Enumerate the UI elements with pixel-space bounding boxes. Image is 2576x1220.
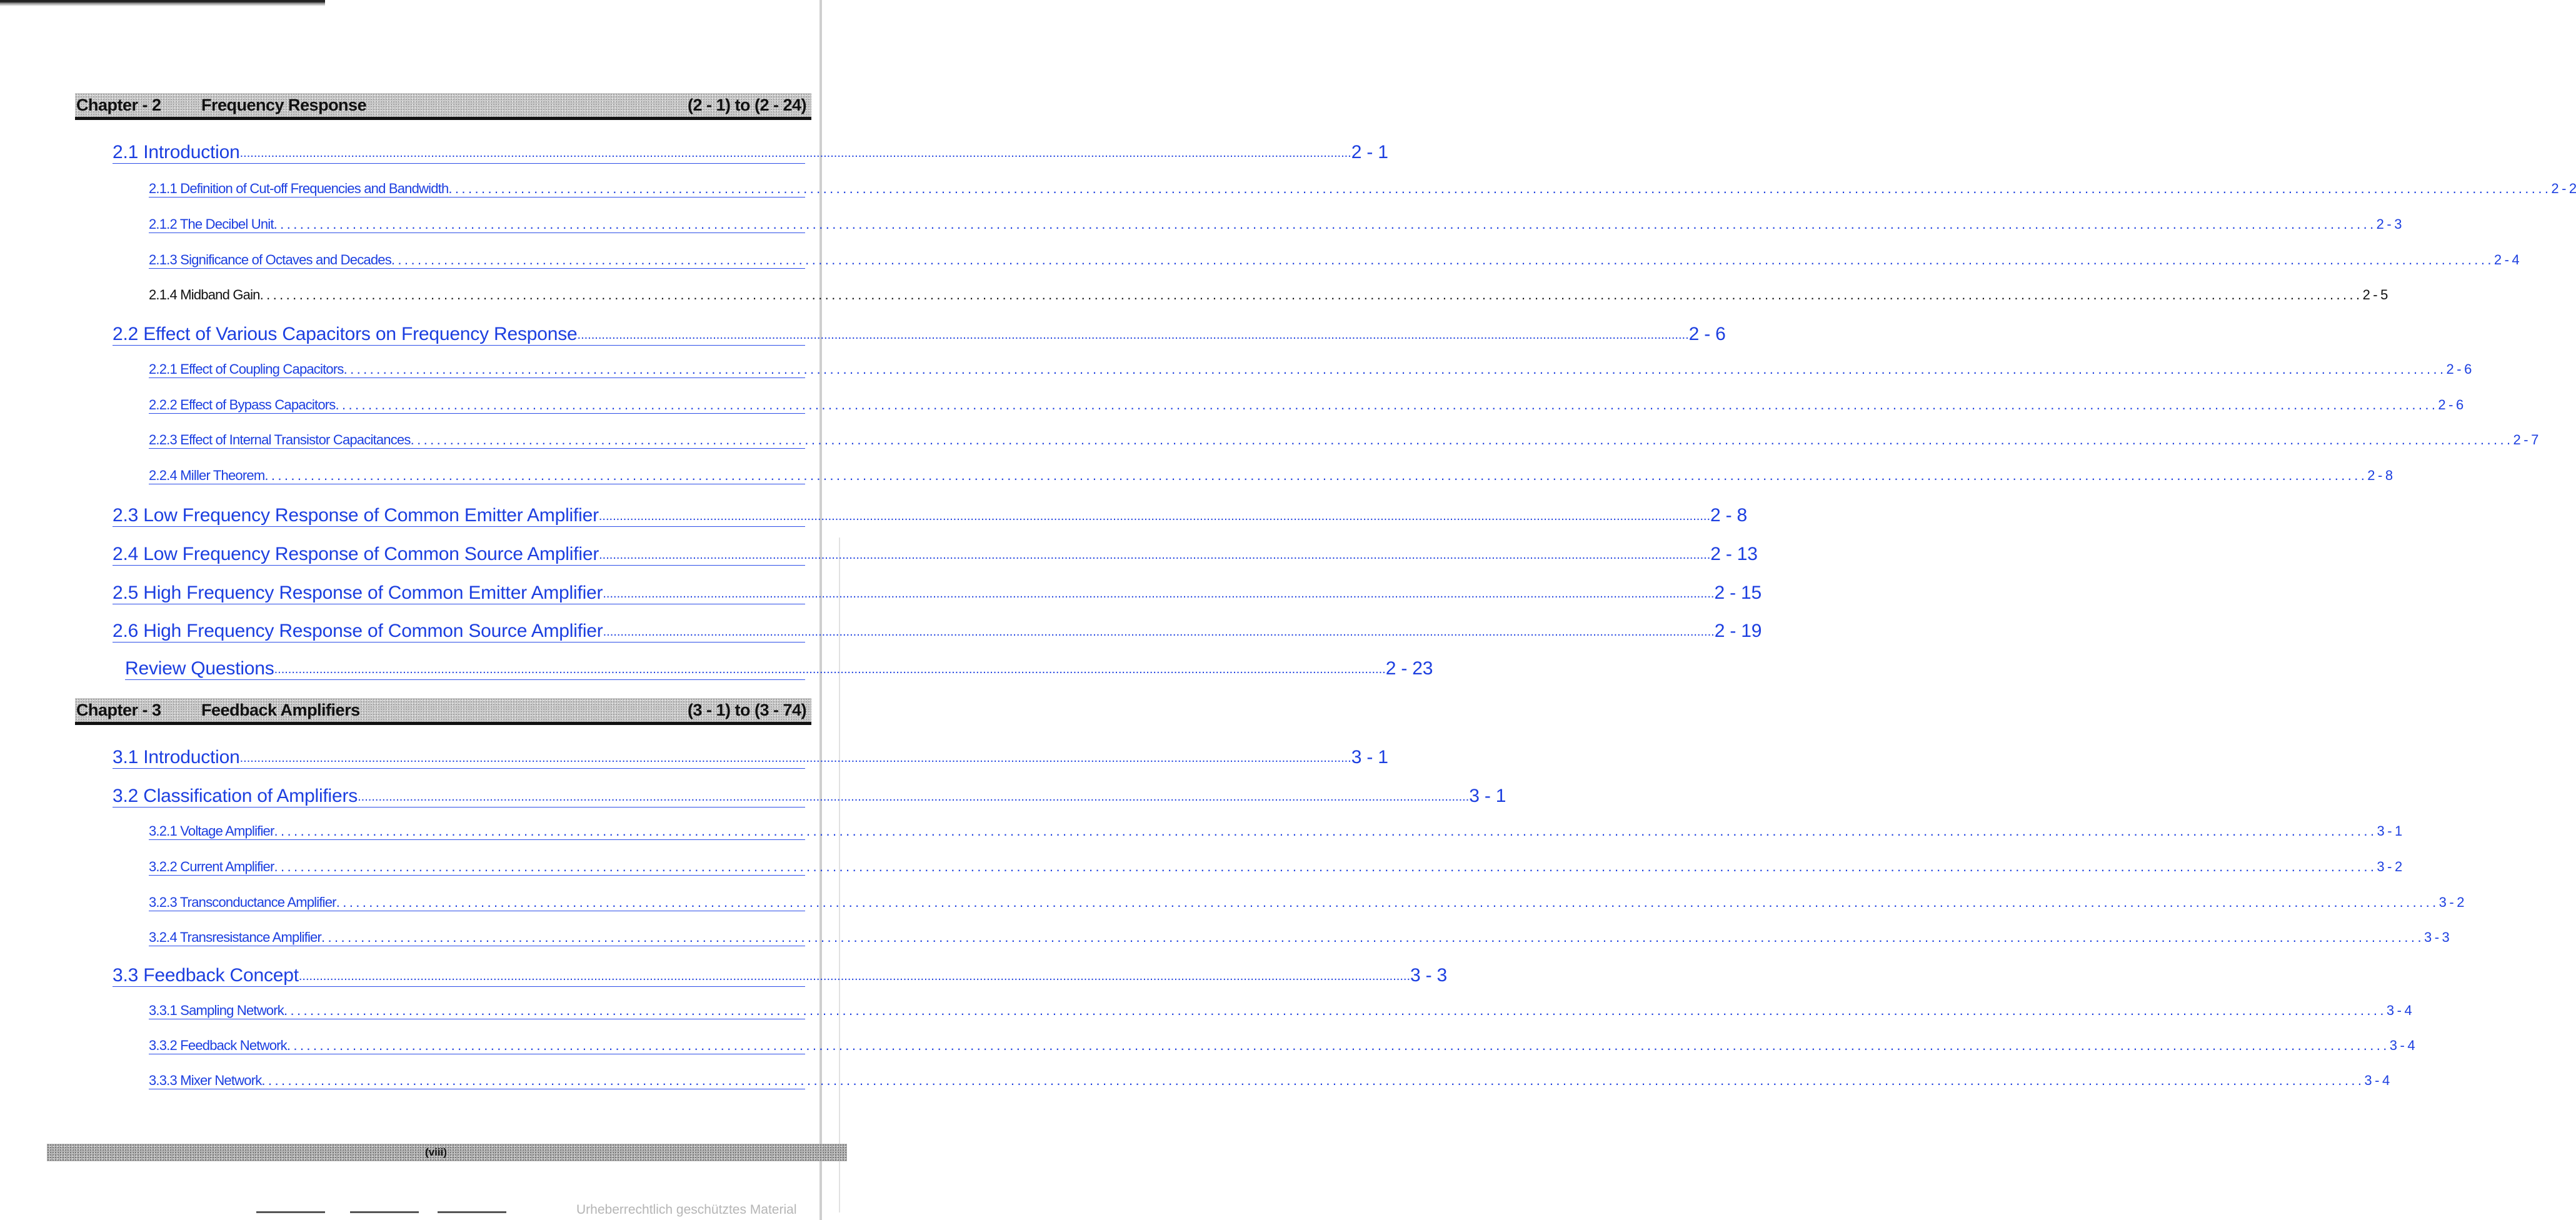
toc-leader-dots: ................................................................................................................................................................................................................................................................................................................................: [448, 181, 2552, 196]
scan-artifact-bottom: [350, 1211, 419, 1213]
toc-entry-subsection[interactable]: [149, 249, 2519, 269]
toc-entry-subsection[interactable]: [149, 394, 2463, 414]
toc-leader-dots: ................................................................................................................................................................................................................................................................................................................................: [261, 1072, 2365, 1088]
toc-entry-page: 2 - 3: [2376, 216, 2402, 232]
toc-entry-subsection[interactable]: [149, 1035, 2415, 1054]
toc-entry-section[interactable]: [113, 783, 1506, 808]
toc-entry-title: 2.2 Effect of Various Capacitors on Frequency Response: [113, 324, 578, 344]
toc-entry-page: 2 - 15: [1714, 582, 1762, 603]
toc-entry-title: 2.3 Low Frequency Response of Common Emitter Amplifier: [113, 505, 599, 526]
chapter-page-range: (2 - 1) to (2 - 24): [687, 96, 806, 114]
toc-entry-review-questions[interactable]: [125, 656, 1433, 680]
toc-leader-dots: ................................................................................................................................................................................................................................................................................................................................: [598, 509, 1710, 523]
toc-leader-dots: ................................................................................................................................................................................................................................................................................................................................: [239, 751, 1351, 765]
toc-entry-page: 2 - 6: [1688, 324, 1726, 344]
toc-entry-section[interactable]: [113, 321, 1726, 346]
toc-entry-title: 2.4 Low Frequency Response of Common Source Amplifier: [113, 544, 599, 564]
toc-leader-dots: ................................................................................................................................................................................................................................................................................................................................: [264, 468, 2368, 483]
chapter-label: Chapter - 2: [76, 96, 161, 114]
toc-leader-dots: ................................................................................................................................................................................................................................................................................................................................: [274, 823, 2377, 839]
toc-entry-title: 2.2.4 Miller Theorem: [149, 468, 265, 483]
toc-entry-subsection[interactable]: [149, 359, 2472, 378]
toc-leader-dots: ................................................................................................................................................................................................................................................................................................................................: [259, 287, 2363, 302]
toc-entry-title: 3.3.2 Feedback Network: [149, 1038, 287, 1053]
toc-leader-dots: ................................................................................................................................................................................................................................................................................................................................: [343, 361, 2447, 377]
toc-leader-dots: ................................................................................................................................................................................................................................................................................................................................: [358, 790, 1470, 804]
toc-entry-title: 2.2.3 Effect of Internal Transistor Capacitances: [149, 432, 411, 448]
toc-entry-title: 2.1.4 Midband Gain: [149, 287, 260, 302]
toc-leader-dots: ................................................................................................................................................................................................................................................................................................................................: [321, 929, 2424, 945]
toc-entry-subsection[interactable]: [149, 178, 2576, 198]
chapter-title: Frequency Response: [201, 96, 367, 114]
watermark-text: Urheberrechtlich geschütztes Material: [576, 1202, 797, 1217]
toc-leader-dots: ................................................................................................................................................................................................................................................................................................................................: [286, 1038, 2390, 1053]
toc-entry-section[interactable]: [113, 580, 1762, 604]
toc-entry-page: 2 - 5: [2362, 287, 2388, 302]
scan-artifact-top: [0, 0, 325, 6]
toc-leader-dots: ................................................................................................................................................................................................................................................................................................................................: [391, 252, 2494, 268]
toc-entry-subsection[interactable]: [149, 892, 2464, 911]
toc-entry-subsection[interactable]: [149, 1000, 2412, 1019]
footer-bar: [47, 1144, 847, 1161]
toc-entry-section[interactable]: [113, 744, 1388, 769]
toc-entry-title: 3.2.4 Transresistance Amplifier: [149, 929, 322, 945]
toc-entry-subsection[interactable]: [149, 429, 2538, 449]
toc-entry-title: 3.3.3 Mixer Network: [149, 1072, 262, 1088]
chapter-label: Chapter - 3: [76, 701, 161, 719]
toc-leader-dots: ................................................................................................................................................................................................................................................................................................................................: [603, 587, 1715, 601]
toc-leader-dots: ................................................................................................................................................................................................................................................................................................................................: [599, 548, 1711, 562]
toc-entry-page: 2 - 6: [2438, 397, 2463, 412]
toc-entry-title: 2.1.3 Significance of Octaves and Decades: [149, 252, 391, 268]
toc-entry-page: 2 - 6: [2446, 361, 2472, 377]
toc-entry-title: 2.1 Introduction: [113, 142, 240, 162]
toc-leader-dots: ................................................................................................................................................................................................................................................................................................................................: [274, 859, 2377, 874]
toc-leader-dots: ................................................................................................................................................................................................................................................................................................................................: [335, 397, 2438, 412]
toc-entry-title: 3.3.1 Sampling Network: [149, 1002, 284, 1018]
toc-leader-dots: ................................................................................................................................................................................................................................................................................................................................: [336, 894, 2439, 910]
toc-entry-title: 2.2.2 Effect of Bypass Capacitors: [149, 397, 336, 412]
toc-leader-dots: ................................................................................................................................................................................................................................................................................................................................: [298, 969, 1410, 983]
toc-entry-title: 2.6 High Frequency Response of Common Source Amplifier: [113, 621, 603, 641]
toc-entry-page: 3 - 3: [1410, 965, 1448, 986]
toc-entry-page: 2 - 19: [1714, 621, 1762, 641]
toc-entry-subsection[interactable]: [149, 927, 2449, 946]
toc-entry-title: 3.2 Classification of Amplifiers: [113, 786, 358, 806]
toc-entry-page: 3 - 1: [1351, 747, 1388, 768]
toc-entry-page: 2 - 8: [1710, 505, 1748, 526]
toc-leader-dots: ................................................................................................................................................................................................................................................................................................................................: [239, 146, 1351, 160]
toc-entry-title: 3.1 Introduction: [113, 747, 240, 768]
toc-leader-dots: ................................................................................................................................................................................................................................................................................................................................: [273, 216, 2377, 232]
toc-entry-section[interactable]: [113, 541, 1758, 566]
chapter-page-range: (3 - 1) to (3 - 74): [687, 701, 806, 719]
toc-entry-title: 3.3 Feedback Concept: [113, 965, 299, 986]
toc-entry-subsection[interactable]: [149, 214, 2402, 233]
chapter-title: Feedback Amplifiers: [201, 701, 360, 719]
toc-entry-title: 2.1.1 Definition of Cut-off Frequencies and Bandwidth: [149, 181, 449, 196]
toc-entry-section[interactable]: [113, 139, 1388, 164]
toc-entry-subsection[interactable]: [149, 856, 2402, 876]
toc-entry-page: 2 - 1: [1351, 142, 1388, 162]
toc-entry-title: 2.5 High Frequency Response of Common Emitter Amplifier: [113, 582, 603, 603]
toc-entry-page: 2 - 2: [2551, 181, 2576, 196]
toc-entry-title: Review Questions: [125, 658, 274, 679]
toc-leader-dots: ................................................................................................................................................................................................................................................................................................................................: [603, 625, 1715, 639]
toc-entry-page: 2 - 7: [2513, 432, 2538, 448]
toc-entry-page: 3 - 4: [2389, 1038, 2415, 1053]
toc-entry-page: 3 - 1: [1469, 786, 1506, 806]
scan-artifact-bottom: [438, 1211, 506, 1213]
toc-entry-page: 3 - 4: [2364, 1072, 2390, 1088]
toc-entry-page: 2 - 13: [1710, 544, 1758, 564]
toc-leader-dots: ................................................................................................................................................................................................................................................................................................................................: [274, 662, 1386, 676]
toc-entry-section[interactable]: [113, 962, 1448, 987]
toc-entry-subsection: [149, 284, 2388, 303]
page-number: (viii): [425, 1146, 447, 1158]
toc-entry-section[interactable]: [113, 502, 1748, 527]
toc-entry-page: 3 - 1: [2377, 823, 2402, 839]
toc-entry-title: 2.2.1 Effect of Coupling Capacitors: [149, 361, 344, 377]
toc-entry-subsection[interactable]: [149, 465, 2393, 484]
toc-entry-page: 3 - 3: [2423, 929, 2449, 945]
toc-leader-dots: ................................................................................................................................................................................................................................................................................................................................: [577, 328, 1689, 342]
toc-entry-page: 3 - 4: [2386, 1002, 2412, 1018]
chapter-header: [75, 698, 811, 725]
toc-entry-page: 3 - 2: [2438, 894, 2464, 910]
scan-artifact-bottom: [256, 1211, 325, 1213]
toc-entry-title: 2.1.2 The Decibel Unit: [149, 216, 274, 232]
toc-entry-subsection[interactable]: [149, 821, 2402, 840]
toc-entry-title: 3.2.3 Transconductance Amplifier: [149, 894, 336, 910]
toc-leader-dots: ................................................................................................................................................................................................................................................................................................................................: [283, 1002, 2387, 1018]
toc-entry-page: 2 - 4: [2493, 252, 2519, 268]
toc-entry-section[interactable]: [113, 618, 1762, 642]
chapter-header: [75, 93, 811, 120]
toc-entry-title: 3.2.2 Current Amplifier: [149, 859, 274, 874]
toc-entry-title: 3.2.1 Voltage Amplifier: [149, 823, 274, 839]
toc-entry-subsection[interactable]: [149, 1070, 2390, 1089]
toc-entry-page: 2 - 8: [2367, 468, 2393, 483]
toc-leader-dots: ................................................................................................................................................................................................................................................................................................................................: [410, 432, 2513, 448]
toc-entry-page: 2 - 23: [1385, 658, 1433, 679]
toc-entry-page: 3 - 2: [2377, 859, 2402, 874]
